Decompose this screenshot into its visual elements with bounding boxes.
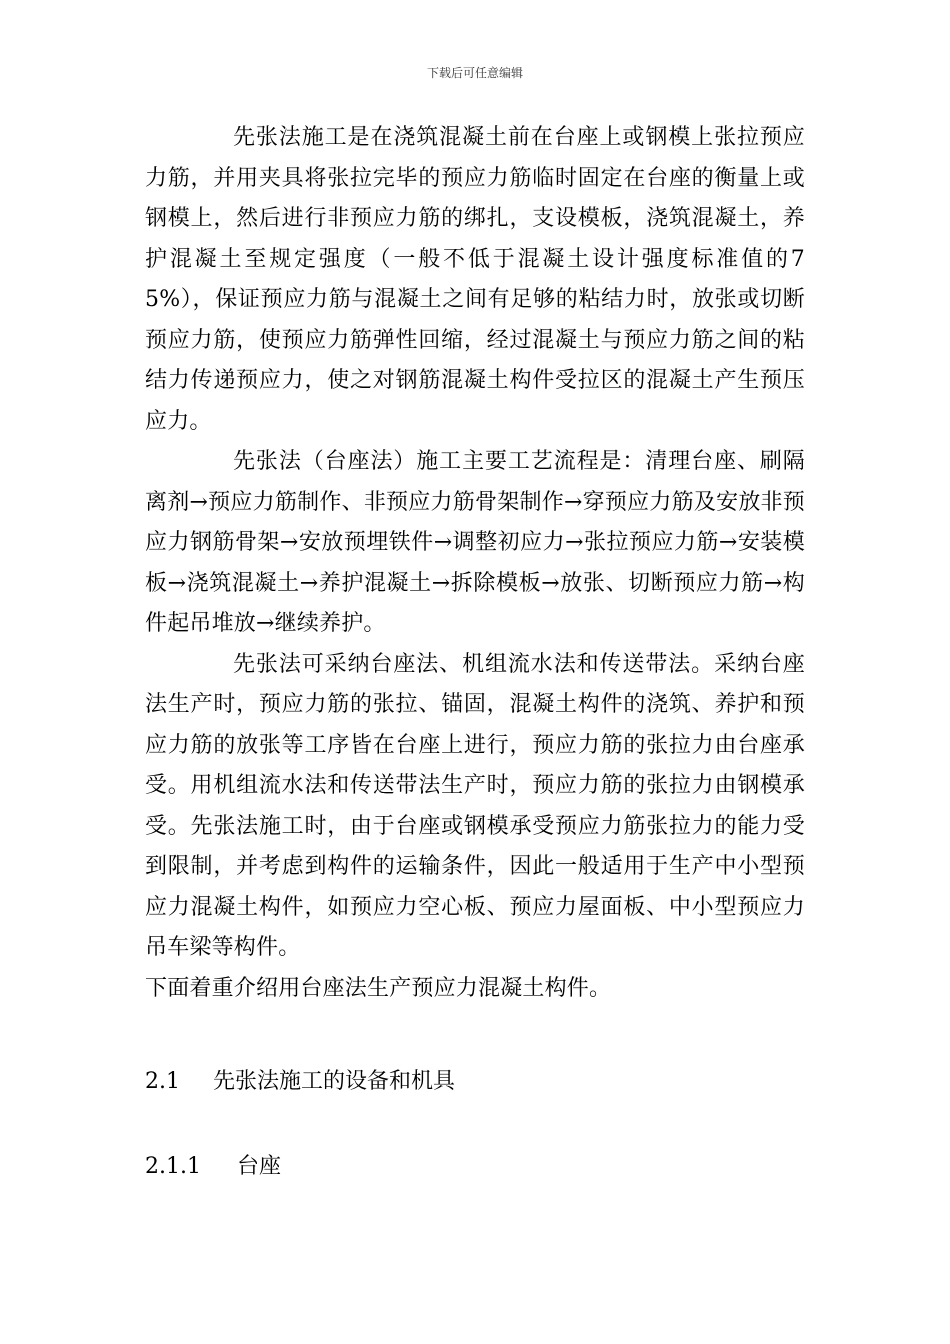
- section-title-text: 台座: [237, 1154, 282, 1179]
- body-text: [145, 118, 805, 1009]
- header-note: 下载后可任意编辑: [426, 66, 523, 80]
- paragraph-methods: 先张法可采纳台座法、机组流水法和传送带法。采纳台座法生产时，预应力筋的张拉、锚固，混凝土构件的浇筑、养护和预应力筋的放张等工序皆在台座上进行，预应力筋的张拉力由台座承受。用机组流水法和传送带法生产时，预应力筋的张拉力由钢模承受。先张法施工时，由于台座或钢模承受预应力筋张拉力的能力受到限制，并考虑到构件的运输条件，因此一般适用于生产中小型预应力混凝土构件，如预应力空心板、预应力屋面板、中小型预应力吊车梁等构件。: [145, 651, 805, 960]
- paragraph-process-flow: 先张法（台座法）施工主要工艺流程是：清理台座、刷隔离剂→预应力筋制作、非预应力筋骨架制作→穿预应力筋及安放非预应力钢筋骨架→安放预埋铁件→调整初应力→张拉预应力筋→安装模板→浇筑混凝土→养护混凝土→拆除模板→放张、切断预应力筋→构件起吊堆放→继续养护。: [145, 449, 805, 636]
- section-title-text: 先张法施工的设备和机具: [213, 1069, 456, 1094]
- section-number: 2.1.1: [145, 1154, 201, 1179]
- section-heading-2-1-1: [145, 1152, 281, 1182]
- paragraph-intro-note: 下面着重介绍用台座法生产预应力混凝土构件。: [145, 975, 612, 1001]
- paragraph-pretensioning-definition: 先张法施工是在浇筑混凝土前在台座上或钢模上张拉预应力筋，并用夹具将张拉完毕的预应力筋临时固定在台座的衡量上或钢模上，然后进行非预应力筋的绑扎，支设模板，浇筑混凝土，养护混凝土至规定强度（一般不低于混凝土设计强度标准值的75%），保证预应力筋与混凝土之间有足够的粘结力时，放张或切断预应力筋，使预应力筋弹性回缩，经过混凝土与预应力筋之间的粘结力传递预应力，使之对钢筋混凝土构件受拉区的混凝土产生预压应力。: [145, 125, 805, 434]
- section-number: 2.1: [145, 1069, 180, 1094]
- section-heading-2-1: [145, 1067, 455, 1097]
